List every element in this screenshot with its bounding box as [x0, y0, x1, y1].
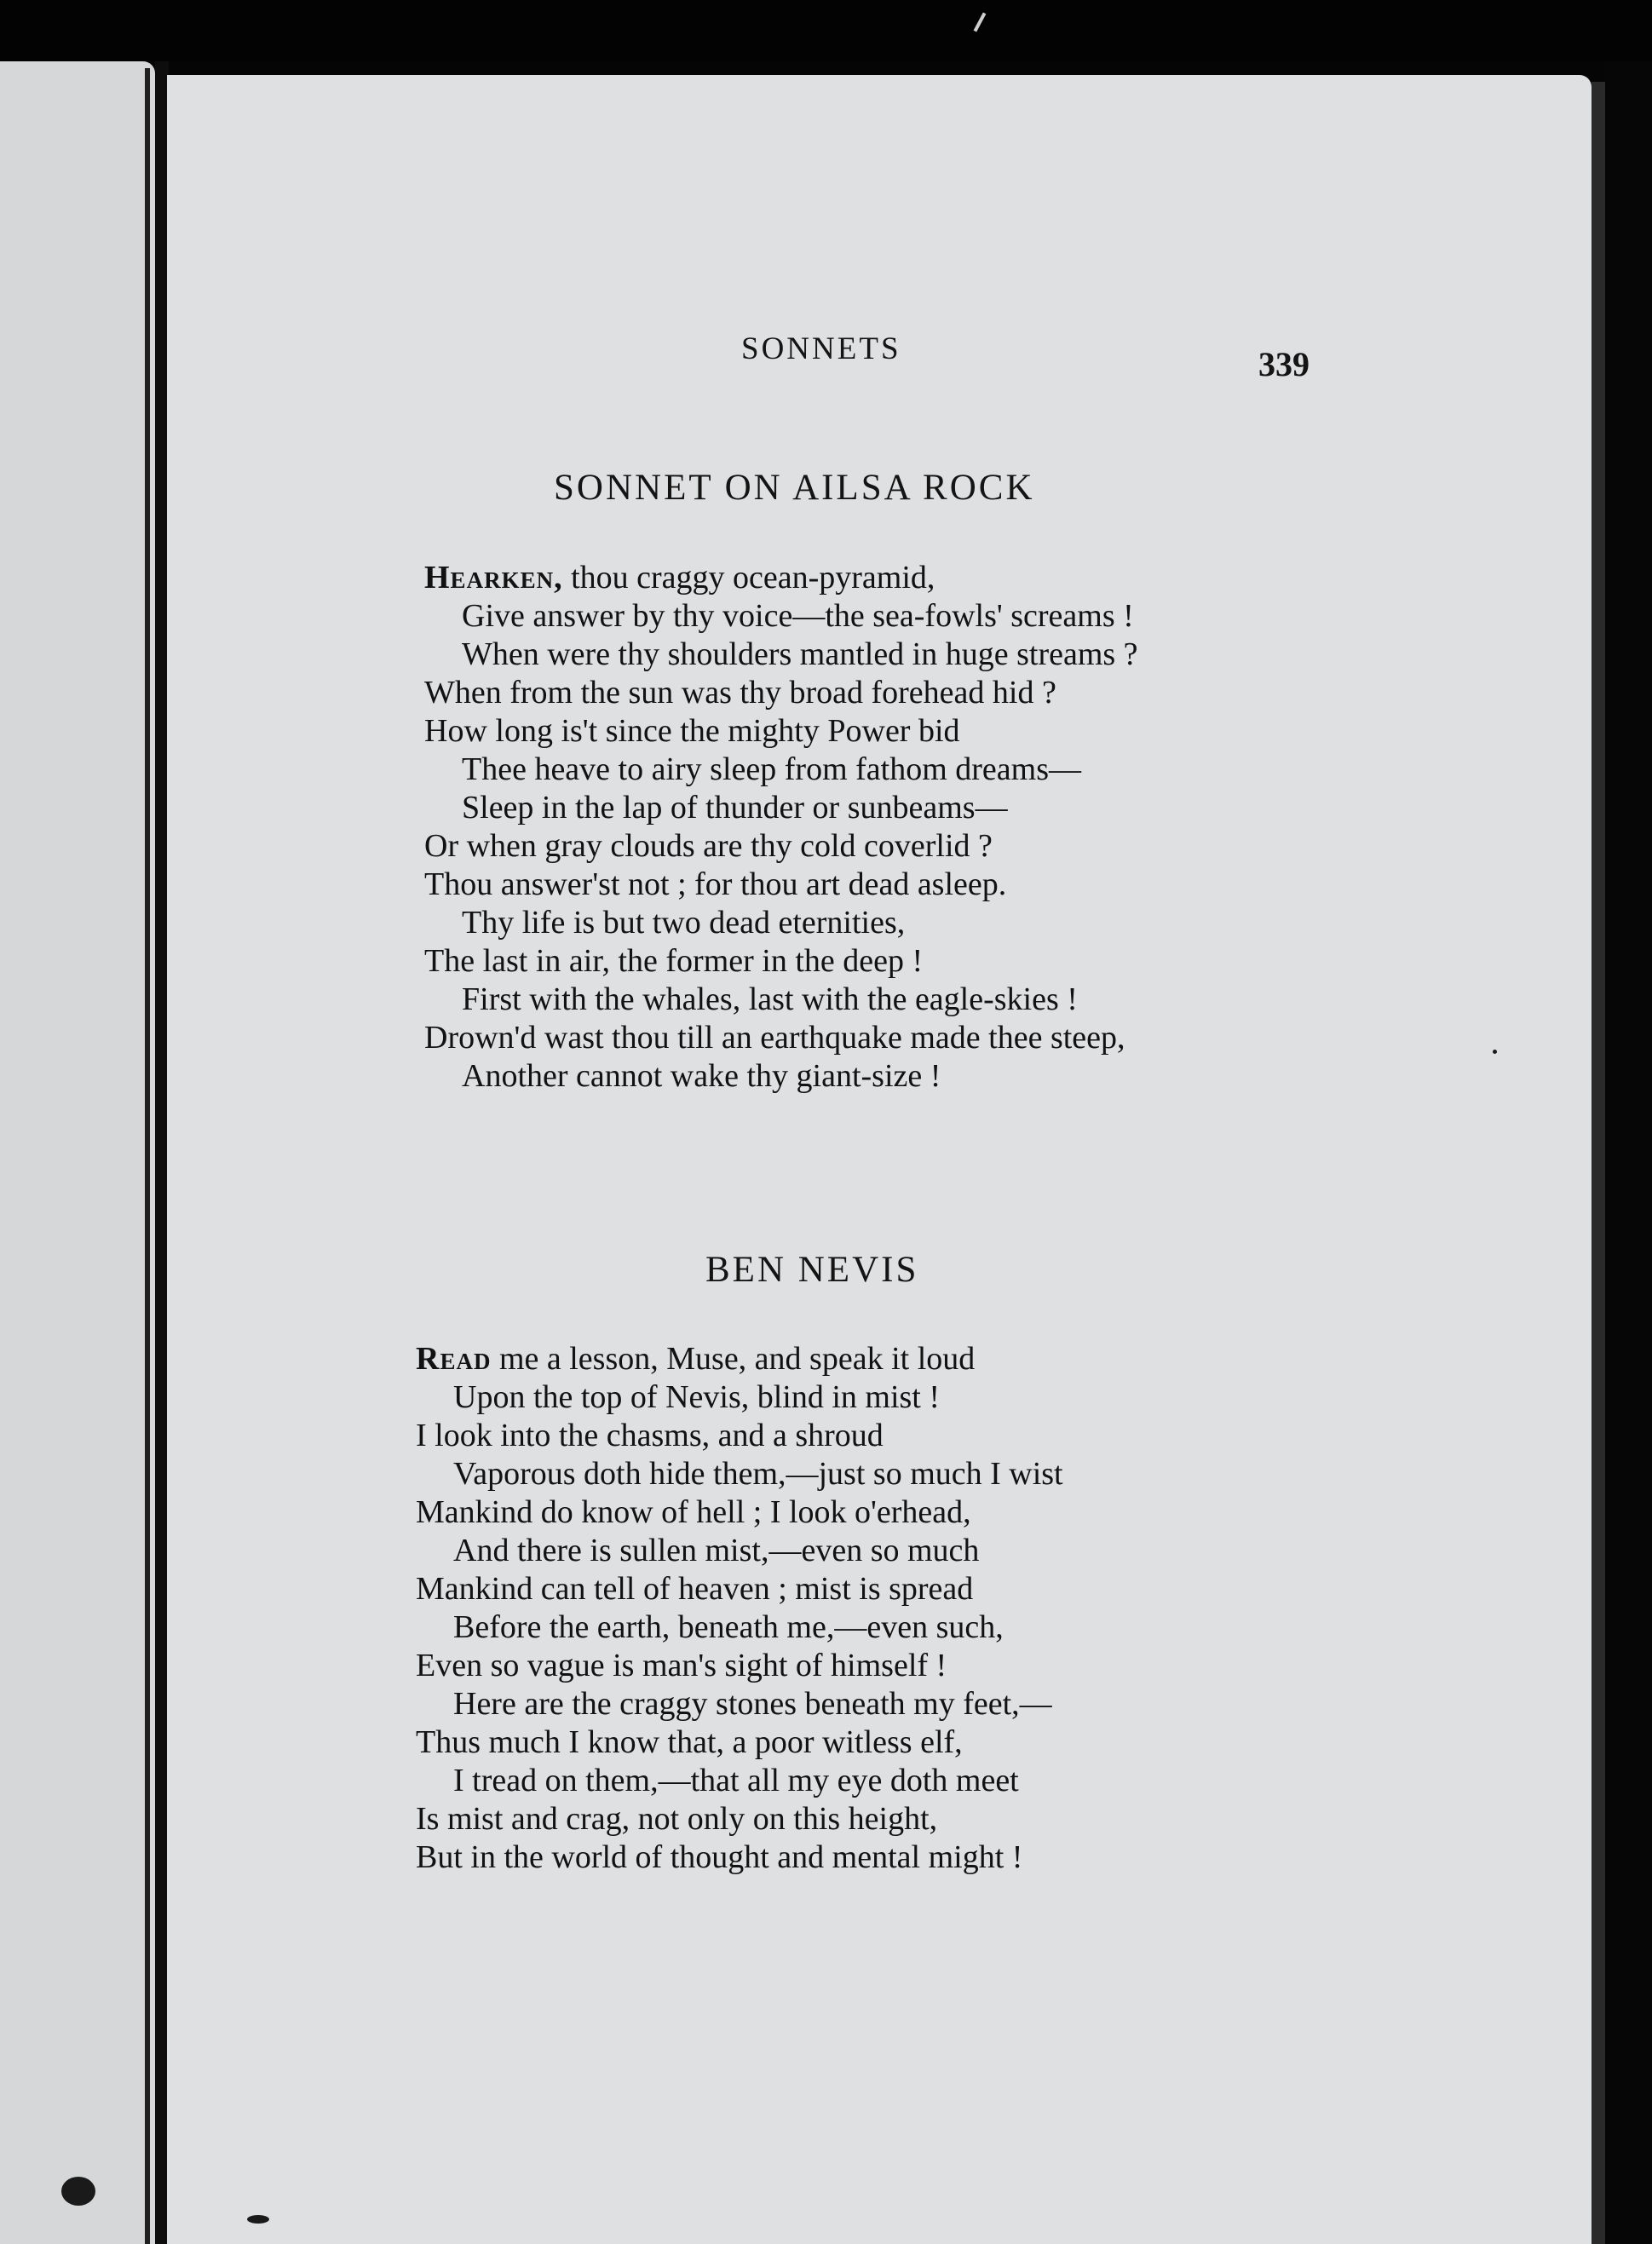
poem-line-text: Even so vague is man's sight of himself !	[416, 1648, 947, 1683]
poem-ben-nevis	[416, 1340, 1063, 1877]
poem-line-text: Mankind can tell of heaven ; mist is spread	[416, 1571, 974, 1607]
poem-line	[424, 636, 1138, 674]
poem-line	[416, 1493, 1063, 1532]
poem-line-text: Thus much I know that, a poor witless elf,	[416, 1724, 963, 1760]
poem-line	[416, 1532, 1063, 1570]
poem-line	[424, 942, 1138, 981]
poem-title-ailsa-rock: SONNET ON AILSA ROCK	[554, 468, 1035, 508]
poem-line	[416, 1800, 1063, 1838]
poem-line-text: And there is sullen mist,—even so much	[453, 1533, 980, 1568]
poem-line	[416, 1455, 1063, 1493]
poem-line	[424, 827, 1138, 866]
poem-line	[416, 1685, 1063, 1723]
poem-line-text: Thy life is but two dead eternities,	[462, 905, 906, 941]
poem-line	[424, 751, 1138, 789]
scan-right-border	[1605, 61, 1652, 2244]
poem-line	[424, 712, 1138, 751]
poem-line-text: Thee heave to airy sleep from fathom dreams—	[462, 751, 1081, 787]
poem-ailsa-rock	[424, 559, 1138, 1096]
poem-line	[416, 1647, 1063, 1685]
poem-first-word: Hearken,	[424, 560, 563, 596]
poem-line	[416, 1723, 1063, 1762]
poem-line	[424, 559, 1138, 597]
poem-line-text: me a lesson, Muse, and speak it loud	[491, 1341, 976, 1377]
poem-line-text: Thou answer'st not ; for thou art dead asleep.	[424, 866, 1007, 902]
dust-speck	[247, 2215, 269, 2224]
poem-line-text: The last in air, the former in the deep !	[424, 943, 924, 979]
poem-line-text: How long is't since the mighty Power bid	[424, 713, 960, 749]
poem-line-text: Or when gray clouds are thy cold coverlid ?	[424, 828, 993, 864]
poem-line-text: First with the whales, last with the eagle-skies !	[462, 981, 1078, 1017]
facing-page-edge	[0, 61, 155, 2244]
poem-line-text: I tread on them,—that all my eye doth meet	[453, 1763, 1019, 1798]
poem-line	[424, 866, 1138, 904]
poem-line-text: Before the earth, beneath me,—even such,	[453, 1609, 1004, 1645]
poem-line	[416, 1417, 1063, 1455]
poem-line-text: I look into the chasms, and a shroud	[416, 1418, 884, 1453]
poem-line-text: Drown'd wast thou till an earthquake made thee steep,	[424, 1020, 1125, 1056]
poem-line	[416, 1340, 1063, 1378]
poem-line	[424, 597, 1138, 636]
poem-line	[424, 904, 1138, 942]
poem-line-text: When were thy shoulders mantled in huge streams ?	[462, 636, 1138, 672]
poem-line	[424, 981, 1138, 1019]
poem-line-text: Give answer by thy voice—the sea-fowls' screams !	[462, 598, 1134, 634]
poem-line-text: Here are the craggy stones beneath my feet,—	[453, 1686, 1052, 1722]
poem-line-text: Another cannot wake thy giant-size !	[462, 1058, 941, 1094]
poem-line-text: Mankind do know of hell ; I look o'erhead,	[416, 1494, 971, 1530]
poem-line	[424, 1057, 1138, 1096]
facing-page-shadow	[145, 68, 150, 2244]
poem-line-text: When from the sun was thy broad forehead hid ?	[424, 675, 1056, 711]
poem-line	[416, 1570, 1063, 1608]
dust-speck	[1493, 1050, 1497, 1054]
poem-first-word: Read	[416, 1341, 492, 1377]
poem-line-text: Sleep in the lap of thunder or sunbeams—	[462, 790, 1008, 826]
poem-line	[424, 674, 1138, 712]
poem-line-text: Is mist and crag, not only on this height,	[416, 1801, 938, 1837]
dust-speck	[61, 2177, 95, 2206]
poem-line	[424, 1019, 1138, 1057]
poem-line-text: thou craggy ocean-pyramid,	[562, 560, 935, 596]
poem-line	[416, 1762, 1063, 1800]
book-page	[167, 75, 1592, 2244]
poem-line-text: But in the world of thought and mental might !	[416, 1839, 1023, 1875]
page-number: 339	[1258, 345, 1310, 383]
scan-top-border	[0, 0, 1652, 61]
poem-line-text: Upon the top of Nevis, blind in mist !	[453, 1379, 941, 1415]
page-edge-shadow	[1592, 82, 1605, 2244]
running-head: SONNETS	[741, 331, 901, 366]
poem-title-ben-nevis: BEN NEVIS	[705, 1250, 919, 1290]
poem-line	[416, 1838, 1063, 1877]
poem-line	[416, 1378, 1063, 1417]
poem-line-text: Vaporous doth hide them,—just so much I wist	[453, 1456, 1063, 1492]
poem-line	[416, 1608, 1063, 1647]
poem-line	[424, 789, 1138, 827]
